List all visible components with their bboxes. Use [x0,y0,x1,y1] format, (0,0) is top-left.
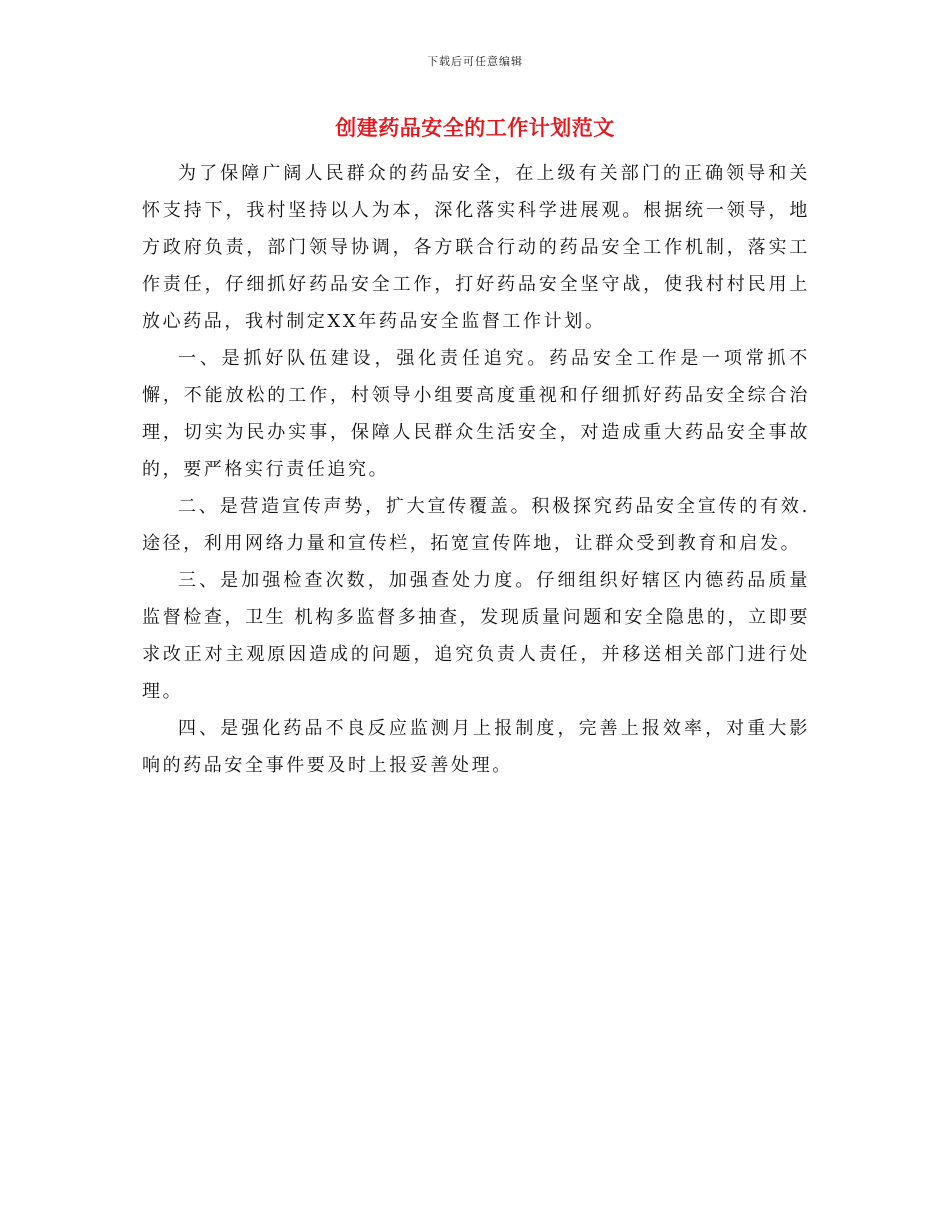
paragraph-item-3: 三、是加强检查次数，加强查处力度。仔细组织好辖区内德药品质量监督检查，卫生 机构多监督多抽查，发现质量问题和安全隐患的，立即要求改正对主观原因造成的问题，追究负责人责任，并移送相关部门进行处理。 [142,570,810,702]
paragraph-item-4: 四、是强化药品不良反应监测月上报制度，完善上报效率，对重大影响的药品安全事件要及时上报妥善处理。 [142,718,810,776]
document-body [142,155,810,784]
header-note: 下载后可任意编辑 [427,55,523,68]
paragraph-item-1: 一、是抓好队伍建设，强化责任追究。药品安全工作是一项常抓不懈，不能放松的工作，村领导小组要高度重视和仔细抓好药品安全综合治理，切实为民办实事，保障人民群众生活安全，对造成重大药品安全事故的，要严格实行责任追究。 [142,348,810,480]
document-title: 创建药品安全的工作计划范文 [335,115,615,140]
paragraph-item-2: 二、是营造宣传声势，扩大宣传覆盖。积极探究药品安全宣传的有效.途径，利用网络力量和宣传栏，拓宽宣传阵地，让群众受到教育和启发。 [142,496,810,554]
paragraph-intro: 为了保障广阔人民群众的药品安全，在上级有关部门的正确领导和关怀支持下，我村坚持以人为本，深化落实科学进展观。根据统一领导，地方政府负责，部门领导协调，各方联合行动的药品安全工作机制，落实工作责任，仔细抓好药品安全工作，打好药品安全坚守战，使我村村民用上放心药品，我村制定XX年药品安全监督工作计划。 [142,163,810,332]
